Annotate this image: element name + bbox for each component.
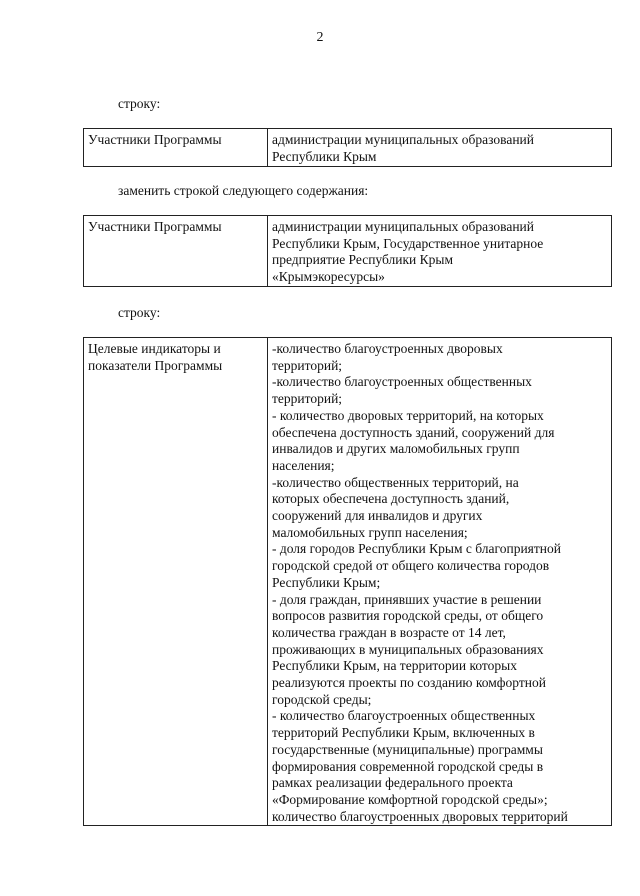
table-label-cell: Участники Программы bbox=[84, 216, 268, 287]
label-line: Целевые индикаторы и bbox=[88, 341, 221, 356]
paragraph-line-string: строку: bbox=[118, 96, 161, 111]
value-line: Республики Крым, на территории которых bbox=[272, 658, 517, 674]
table-value-cell bbox=[268, 338, 612, 826]
value-line: количество благоустроенных дворовых территорий bbox=[272, 808, 568, 824]
value-line: - доля граждан, принявших участие в решении bbox=[272, 591, 542, 607]
value-line: - количество благоустроенных общественных bbox=[272, 708, 536, 724]
value-line: территорий Республики Крым, включенных в bbox=[272, 725, 535, 741]
value-line: количества граждан в возрасте от 14 лет, bbox=[272, 624, 506, 640]
value-line: администрации муниципальных образований bbox=[272, 132, 534, 147]
table-row bbox=[84, 129, 612, 167]
value-line: территорий; bbox=[272, 357, 343, 373]
paragraph-replace-instruction: заменить строкой следующего содержания: bbox=[118, 183, 369, 198]
program-table-target-indicators bbox=[83, 337, 612, 826]
table-row bbox=[84, 338, 612, 826]
program-table-new-participants bbox=[83, 215, 612, 287]
table-value-cell bbox=[268, 129, 612, 167]
value-line: формирования современной городской среды в bbox=[272, 758, 544, 774]
value-line: предприятие Республики Крым bbox=[272, 252, 454, 267]
value-line: администрации муниципальных образований bbox=[272, 219, 534, 234]
value-line: - доля городов Республики Крым с благоприятной bbox=[272, 541, 561, 557]
label-line: показатели Программы bbox=[88, 357, 223, 373]
table-row bbox=[84, 216, 612, 287]
value-line: которых обеспечена доступность зданий, bbox=[272, 491, 510, 507]
value-line: -количество благоустроенных общественных bbox=[272, 374, 532, 390]
value-line: государственные (муниципальные) программы bbox=[272, 741, 543, 757]
value-line: -количество благоустроенных дворовых bbox=[272, 341, 503, 356]
table-label-cell bbox=[84, 338, 268, 826]
table-label-cell: Участники Программы bbox=[84, 129, 268, 167]
value-line: вопросов развития городской среды, от общего bbox=[272, 608, 544, 624]
value-line: обеспечена доступность зданий, сооружений для bbox=[272, 424, 555, 440]
value-line: -количество общественных территорий, на bbox=[272, 474, 519, 490]
page-number: 2 bbox=[316, 30, 324, 45]
value-line: городской среды; bbox=[272, 691, 372, 707]
program-table-original-participants bbox=[83, 128, 612, 167]
value-line: «Формирование комфортной городской среды»; bbox=[272, 791, 548, 807]
value-line: инвалидов и других маломобильных групп bbox=[272, 441, 520, 457]
value-line: территорий; bbox=[272, 391, 343, 407]
value-line: Республики Крым, Государственное унитарное bbox=[272, 235, 544, 251]
value-line: населения; bbox=[272, 457, 335, 473]
value-line: Республики Крым; bbox=[272, 574, 381, 590]
value-line: проживающих в муниципальных образованиях bbox=[272, 641, 544, 657]
value-line: сооружений для инвалидов и других bbox=[272, 508, 483, 524]
table-value-cell bbox=[268, 216, 612, 287]
value-line: - количество дворовых территорий, на которых bbox=[272, 407, 544, 423]
value-line: «Крымэкоресурсы» bbox=[272, 268, 385, 284]
value-line: маломобильных групп населения; bbox=[272, 524, 468, 540]
value-line: Республики Крым bbox=[272, 148, 377, 164]
paragraph-line-string-2: строку: bbox=[118, 305, 161, 320]
value-line: реализуются проекты по созданию комфортной bbox=[272, 675, 546, 691]
value-line: рамках реализации федерального проекта bbox=[272, 775, 513, 791]
value-line: городской средой от общего количества городов bbox=[272, 558, 550, 574]
